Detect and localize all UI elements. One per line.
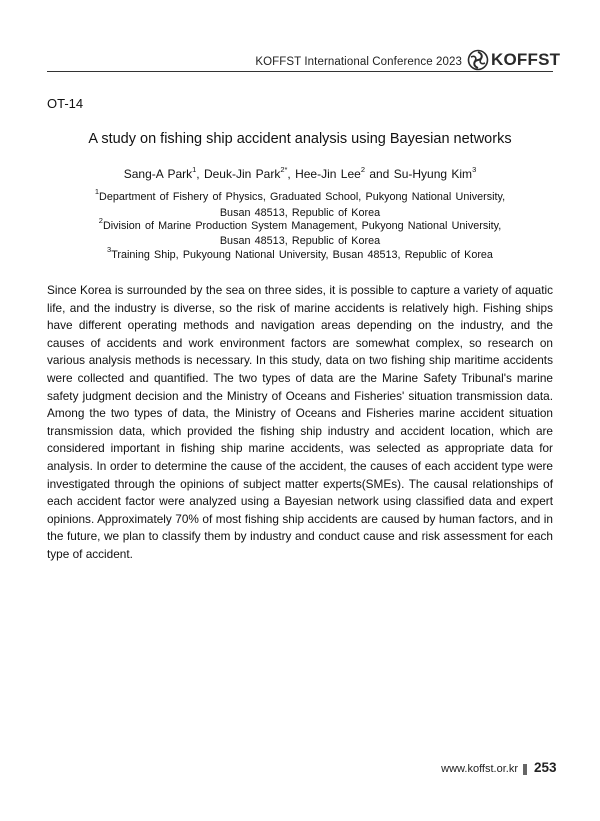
author-separator: , <box>287 167 296 181</box>
author-list <box>0 167 600 181</box>
logo-text: KOFFST <box>491 50 561 69</box>
affiliation-mark: 2 <box>98 216 103 225</box>
affiliation-2 <box>0 216 600 232</box>
affiliation-mark: 3 <box>107 245 112 254</box>
author-affiliation-mark: 2* <box>280 165 288 174</box>
affiliation-mark: 1 <box>94 187 100 196</box>
header-divider <box>47 71 553 72</box>
affiliation-1 <box>0 187 600 203</box>
author-name: Hee-Jin Lee <box>295 167 361 181</box>
author-affiliation-mark: 1 <box>192 165 197 174</box>
paper-title: A study on fishing ship accident analysis using Bayesian networks <box>88 131 512 147</box>
paper-code: OT-14 <box>47 96 84 111</box>
author-separator: and <box>364 167 394 181</box>
koffst-swirl-icon <box>467 49 489 71</box>
author-name: Sang-A Park <box>123 167 193 181</box>
abstract-body: Since Korea is surrounded by the sea on three sides, it is possible to capture a variety of aquatic life, and the industry is diverse, so the risk of marine accidents is relatively high. Fishing ships have different operating methods and navigation areas depending on the industry, and the causes of accidents and work environment factors are somewhat complex, so research on various analysis methods is necessary. In this study, data on two fishing ship maritime accidents were collected and quantified. The two types of data are the Marine Safety Tribunal's marine safety judgment decision and the Ministry of Oceans and Fisheries' situation transmission data. Among the two types of data, the Ministry of Oceans and Fisheries marine accident situation transmission data, which provided the fishing ship industry and accident location, which are considered important in fishing ship marine accidents, was selected as appropriate data for analysis. In order to determine the cause of the accident, the causes of each accident type were investigated through the opinions of subject matter experts(SMEs). The causal relationships of each accident factor were analyzed using a Bayesian network using classified data and expert opinions. Approximately 70% of most fishing ship accidents are caused by human factors, and in the future, we plan to classify them by industry and conduct cause and risk assessment for each type of accident. <box>47 283 553 561</box>
affiliation-text: Training Ship, Pukyoung National University, Busan 48513, Republic of Korea <box>111 249 493 261</box>
footer-url: www.koffst.or.kr <box>441 763 518 775</box>
affiliation-text: Division of Marine Production System Management, Pukyong National University, <box>102 220 502 232</box>
affiliation-1-city: Busan 48513, Republic of Korea <box>219 207 381 219</box>
affiliation-text: Department of Fishery of Physics, Graduated School, Pukyong National University, <box>99 191 506 203</box>
author-name: Deuk-Jin Park <box>203 167 281 181</box>
footer-divider <box>523 764 527 775</box>
page-number: 253 <box>534 760 557 775</box>
koffst-logo <box>467 49 560 71</box>
affiliation-2-city: Busan 48513, Republic of Korea <box>219 235 381 247</box>
author-affiliation-mark: 3 <box>472 165 477 174</box>
author-name: Su-Hyung Kim <box>393 167 473 181</box>
author-affiliation-mark: 2 <box>360 165 365 174</box>
author-separator: , <box>196 167 204 181</box>
affiliation-3 <box>0 245 600 261</box>
conference-name: KOFFST International Conference 2023 <box>255 56 462 68</box>
